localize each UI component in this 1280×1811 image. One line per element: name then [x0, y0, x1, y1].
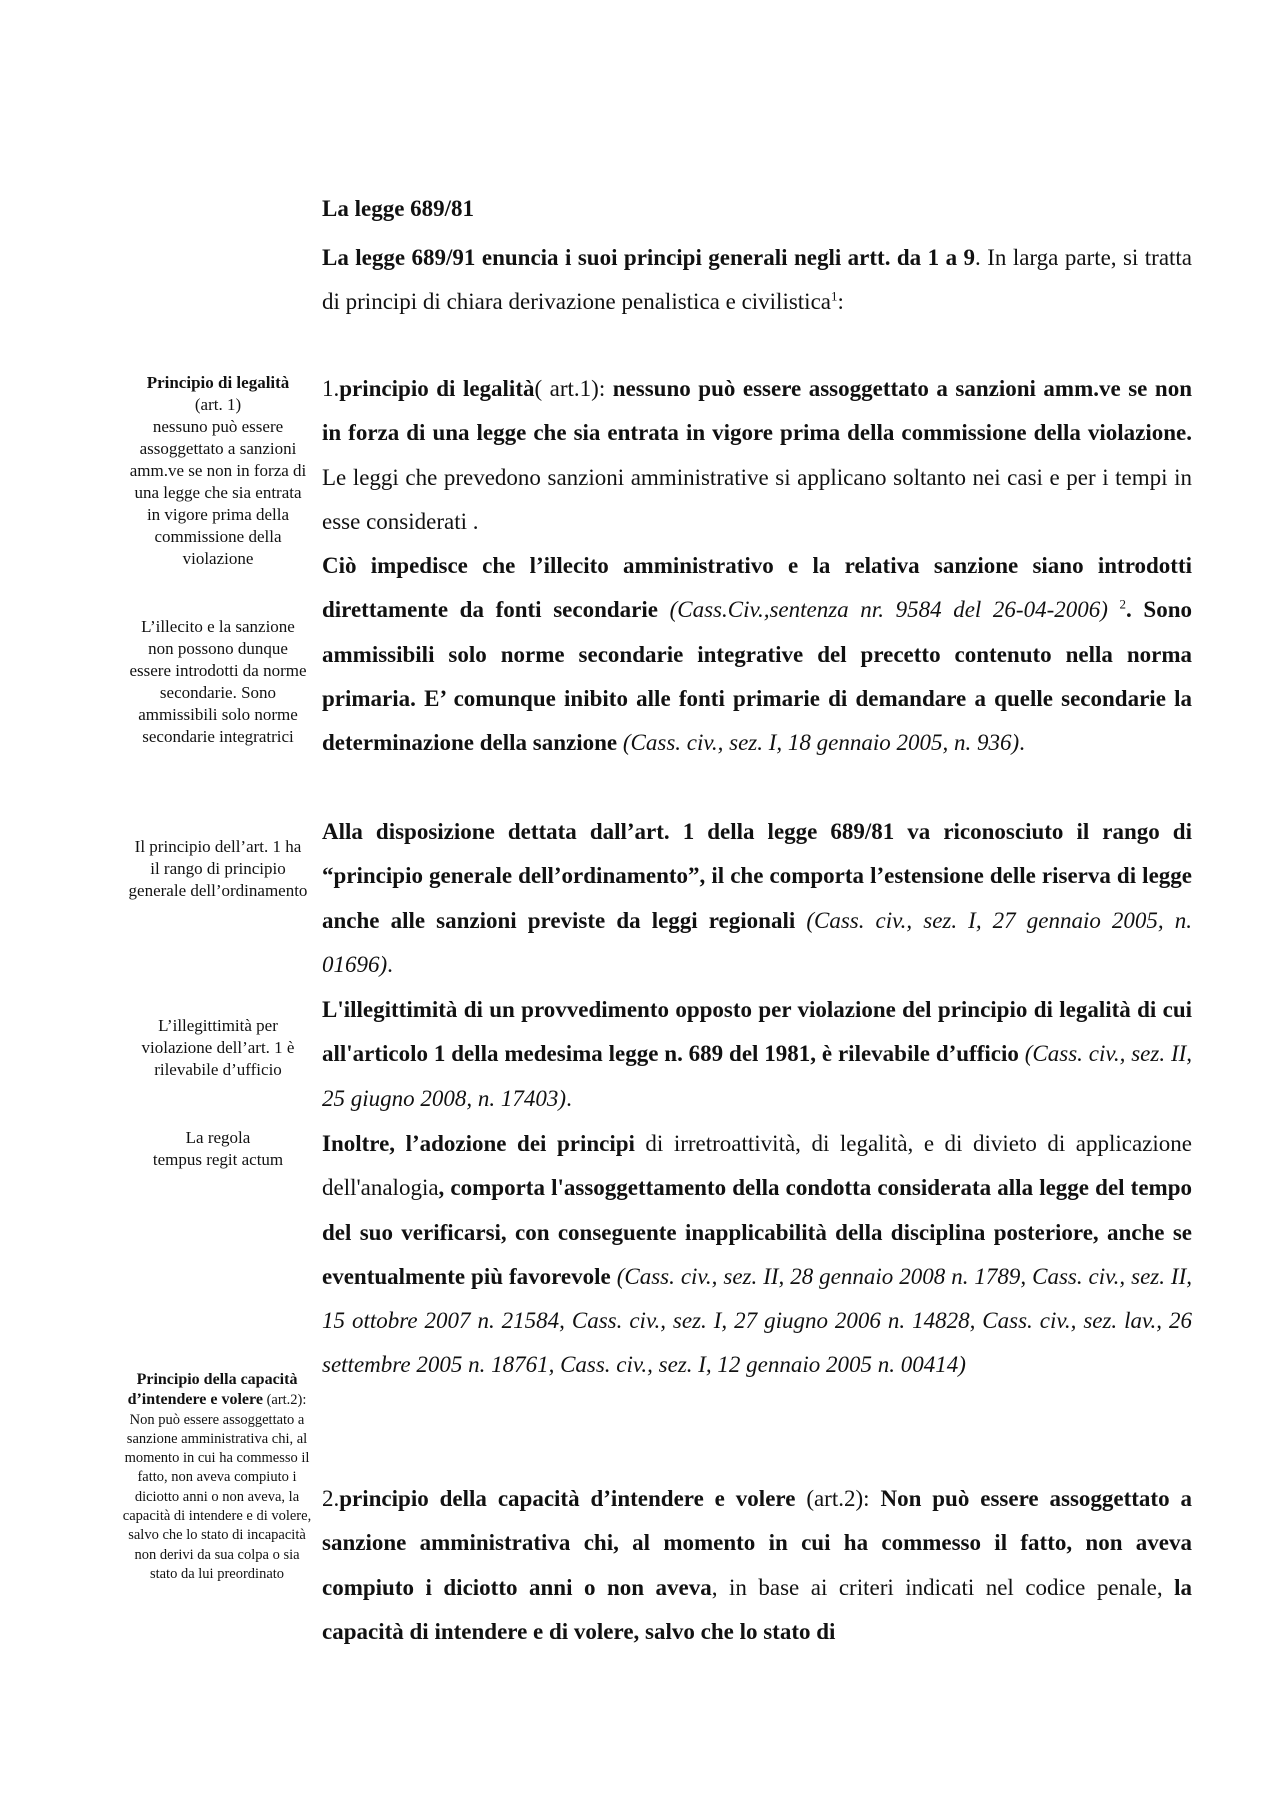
note-line: tempus regit actum [152, 1150, 284, 1169]
intro-text: . In larga parte, si tratta di principi di chiara derivazione penalistica e civilistica [322, 245, 1193, 315]
note-text: Non può essere assoggettato a sanzione amministrativa chi, al momento in cui ha commesso il fatto, non aveva compiuto i diciotto anni o non aveva, la capacità di intendere e di volere, salvo che lo stato di incapacità non derivi da sua colpa o sia stato da lui preordinato [122, 1411, 312, 1582]
note-line: La regola [185, 1128, 251, 1147]
note-ref: (art.2): [266, 1392, 307, 1409]
paragraph-heading: principio di legalità [339, 376, 535, 401]
margin-note-principio-generale: Il principio dell’art. 1 ha il rango di principio generale dell’ordinamento [128, 837, 308, 900]
citation: (Cass. civ., sez. II, 28 gennaio 2008 n. 1789, Cass. civ., sez. II, 15 ottobre 2007 n. 21584, Cass. civ., sez. I, 27 giugno 2006 n. 14828, Cass. civ., sez. lav., 26 settembre 2005 n. 18761, Cass. civ., sez. I, 12 gennaio 2005 n. 00414) [322, 1263, 1193, 1378]
intro-bold: La legge 689/91 enuncia i suoi principi generali negli artt. da 1 a 9 [322, 245, 976, 270]
paragraph-fonti-secondarie: Ciò impedisce che l’illecito amministrativo e la relativa sanzione siano introdotti direttamente da fonti secondarie (Cass.Civ.,sentenza nr. 9584 del 26-04-2006) $^2$. Sono ammissibili solo norme secondarie integrative del precetto contenuto nella norma primaria. E’ comunque inibito alle fonti primarie di demandare a quelle secondarie la determinazione della sanzione (Cass. civ., sez. I, 18 gennaio 2005, n. 936). [322, 553, 1192, 756]
footnote-ref-1[interactable]: 1 [831, 288, 838, 304]
paragraph-heading: principio della capacità d’intendere e volere [339, 1486, 796, 1511]
intro-end: : [837, 289, 844, 315]
note-text: nessuno può essere assoggettato a sanzioni amm.ve se non in forza di una legge che sia entrata in vigore prima della commissione della violazione [129, 417, 307, 568]
paragraph-irretroattivita: Inoltre, l’adozione dei principi di irretroattività, di legalità, e di divieto di applicazione dell'analogia, comporta l'assoggettamento della condotta considerata alla legge del tempo del suo verificarsi, con conseguente inapplicabilità della disciplina posteriore, anche se eventualmente più favorevole (Cass. civ., sez. II, 28 gennaio 2008 n. 1789, Cass. civ., sez. II, 15 ottobre 2007 n. 21584, Cass. civ., sez. I, 27 giugno 2006 n. 14828, Cass. civ., sez. lav., 26 settembre 2005 n. 18761, Cass. civ., sez. I, 12 gennaio 2005 n. 00414) [322, 1131, 1193, 1378]
margin-note-tempus-regit [128, 1127, 308, 1171]
citation: (Cass. civ., sez. II, 25 giugno 2008, n. 17403) [322, 1041, 1193, 1111]
note-title: Principio della capacità d’intendere e volere [127, 1371, 298, 1409]
paragraph-rilevabile: L'illegittimità di un provvedimento opposto per violazione del principio di legalità di cui all'articolo 1 della medesima legge n. 689 del 1981, è rilevabile d’ufficio (Cass. civ., sez. II, 25 giugno 2008, n. 17403). [322, 997, 1193, 1111]
margin-note-legalita [128, 372, 308, 570]
document-title: La legge 689/81 [322, 196, 475, 221]
intro-paragraph [322, 236, 1192, 325]
paragraph-legalita: 1.principio di legalità( art.1): nessuno può essere assoggettato a sanzioni amm.ve se non in forza di una legge che sia entrata in vigore prima della commissione della violazione. Le leggi che prevedono sanzioni amministrative si applicano soltanto nei casi e per i tempi in esse considerati . [322, 376, 1192, 534]
citation: (Cass.Civ.,sentenza nr. 9584 del 26-04-2006) [669, 597, 1108, 623]
note-title: Principio di legalità [146, 373, 290, 392]
margin-note-rilevabile: L’illegittimità per violazione dell’art. 1 è rilevabile d’ufficio [141, 1016, 295, 1079]
citation: (Cass. civ., sez. I, 27 gennaio 2005, n. 01696) [322, 907, 1193, 977]
paragraph-capacita: 2.principio della capacità d’intendere e volere (art.2): Non può essere assoggettato a sanzione amministrativa chi, al momento in cui ha commesso il fatto, non aveva compiuto i diciotto anni o non aveva, in base ai criteri indicati nel codice penale, la capacità di intendere e di volere, salvo che lo stato di [322, 1486, 1192, 1644]
note-ref: (art. 1) [194, 395, 242, 414]
paragraph-principio-generale: Alla disposizione dettata dall’art. 1 della legge 689/81 va riconosciuto il rango di “principio generale dell’ordinamento”, il che comporta l’estensione delle riserva di legge anche alle sanzioni previste da leggi regionali (Cass. civ., sez. I, 27 gennaio 2005, n. 01696). [322, 819, 1193, 977]
footnote-ref-2[interactable]: 2 [1119, 596, 1127, 612]
margin-note-norme-secondarie: L’illecito e la sanzione non possono dunque essere introdotti da norme secondarie. Sono ammissibili solo norme secondarie integratrici [129, 617, 307, 746]
margin-note-capacita [122, 1370, 312, 1584]
citation: (Cass. civ., sez. I, 18 gennaio 2005, n. 936) [622, 730, 1020, 756]
